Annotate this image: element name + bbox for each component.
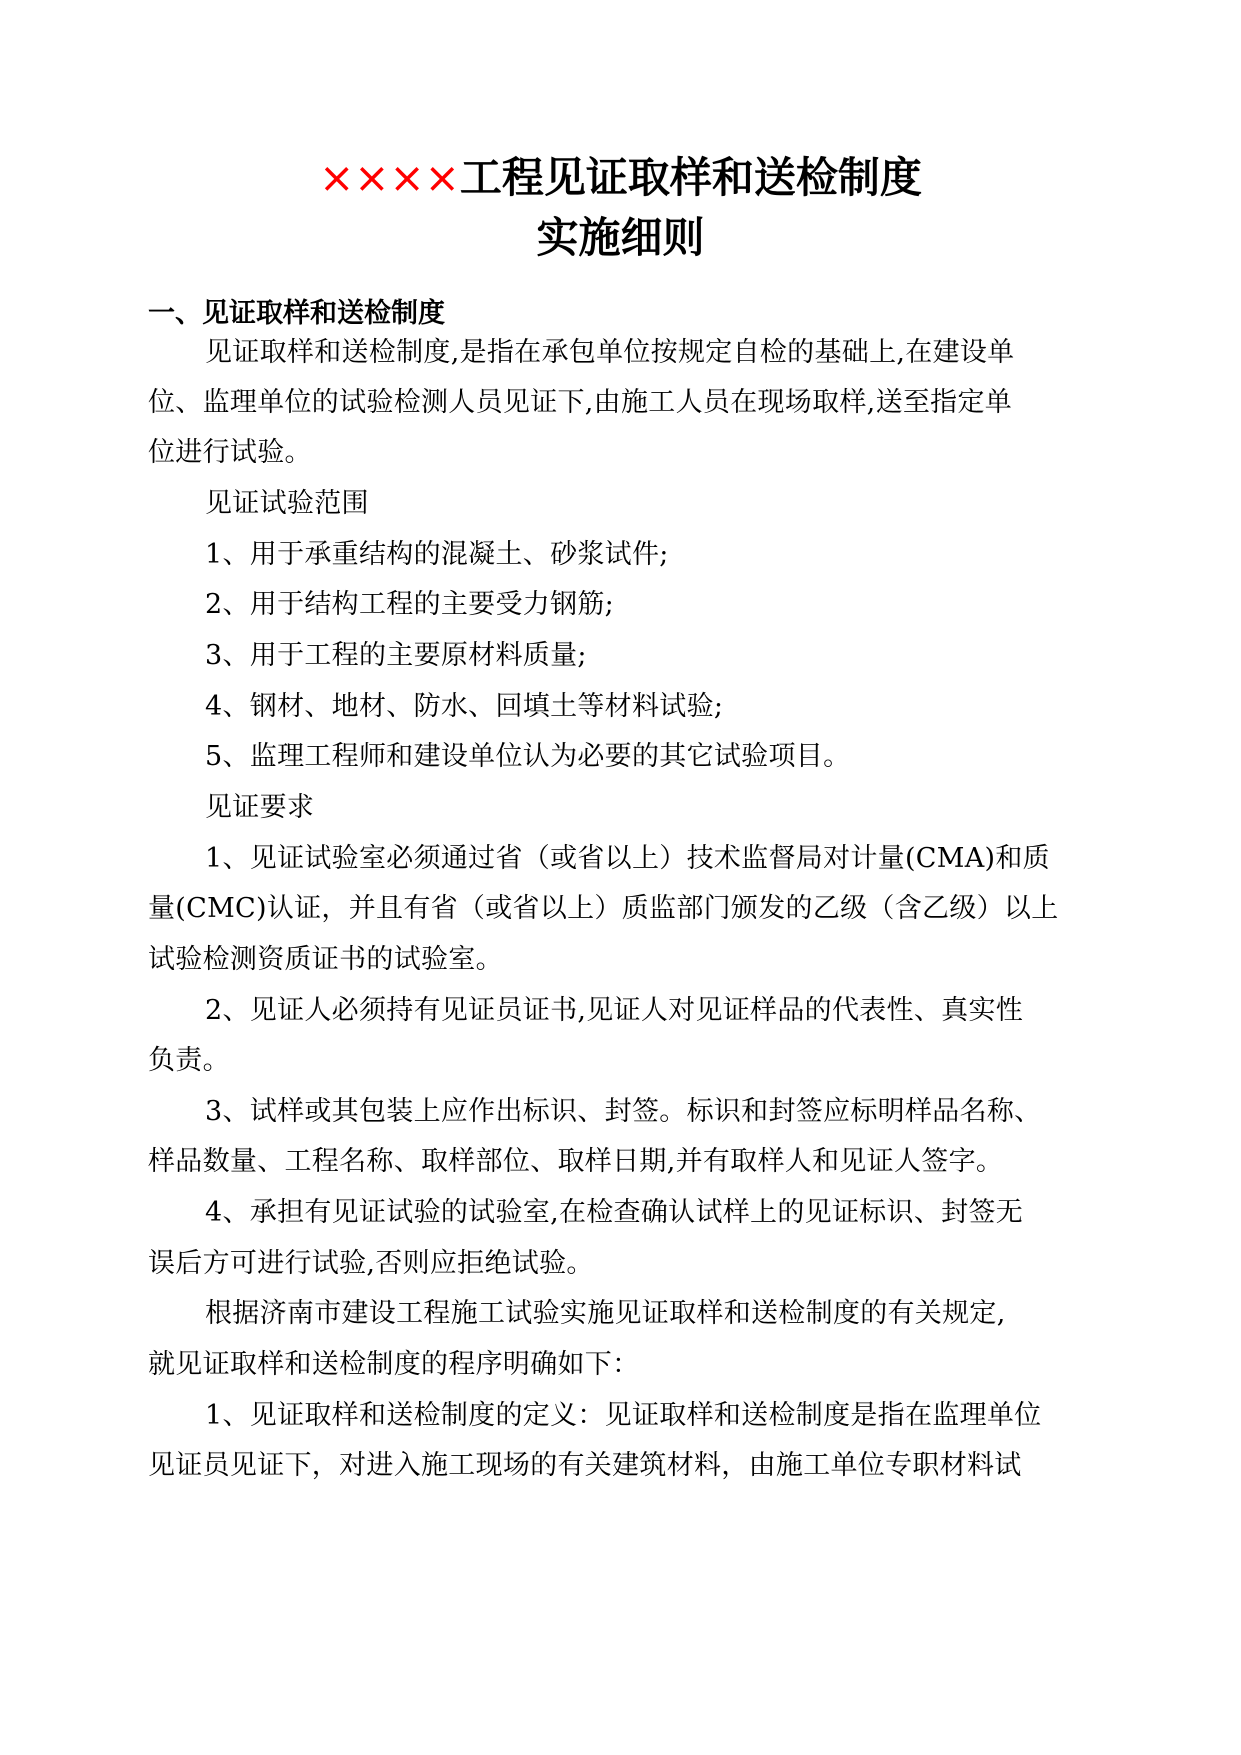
document-subtitle: 实施细则	[536, 213, 705, 262]
list-item: 1、用于承重结构的混凝土、砂浆试件;	[205, 539, 669, 570]
body-line: 见证员见证下，对进入施工现场的有关建筑材料，由施工单位专职材料试	[148, 1450, 1022, 1481]
list-item: 5、监理工程师和建设单位认为必要的其它试验项目。	[205, 741, 851, 772]
title-placeholder-mark: ××××	[319, 153, 460, 202]
body-line: 根据济南市建设工程施工试验实施见证取样和送检制度的有关规定,	[205, 1298, 1006, 1329]
body-line: 4、承担有见证试验的试验室,在检查确认试样上的见证标识、封签无	[205, 1197, 1024, 1228]
list-item: 4、钢材、地材、防水、回填土等材料试验;	[205, 691, 724, 722]
list-item: 2、用于结构工程的主要受力钢筋;	[205, 589, 615, 620]
body-line: 位进行试验。	[148, 437, 312, 468]
body-line: 3、试样或其包装上应作出标识、封签。标识和封签应标明样品名称、	[205, 1096, 1042, 1127]
title-text: 工程见证取样和送检制度	[459, 153, 922, 202]
body-line: 2、见证人必须持有见证员证书,见证人对见证样品的代表性、真实性	[205, 995, 1024, 1026]
body-line: 试验检测资质证书的试验室。	[148, 944, 503, 975]
document-title	[0, 152, 1241, 204]
body-line: 就见证取样和送检制度的程序明确如下：	[148, 1349, 640, 1380]
body-line: 量(CMC)认证，并且有省（或省以上）质监部门颁发的乙级（含乙级）以上	[148, 893, 1059, 924]
section-heading: 一、见证取样和送检制度	[148, 298, 445, 329]
body-line: 见证取样和送检制度,是指在承包单位按规定自检的基础上,在建设单	[205, 337, 1015, 368]
list-item: 3、用于工程的主要原材料质量;	[205, 640, 587, 671]
body-line: 样品数量、工程名称、取样部位、取样日期,并有取样人和见证人签字。	[148, 1146, 1004, 1177]
body-line: 负责。	[148, 1045, 230, 1076]
subsection-label: 见证试验范围	[205, 488, 369, 519]
body-line: 1、见证取样和送检制度的定义：见证取样和送检制度是指在监理单位	[205, 1400, 1042, 1431]
body-line: 误后方可进行试验,否则应拒绝试验。	[148, 1248, 594, 1279]
body-line: 位、监理单位的试验检测人员见证下,由施工人员在现场取样,送至指定单	[148, 387, 1013, 418]
body-line: 1、见证试验室必须通过省（或省以上）技术监督局对计量(CMA)和质	[205, 843, 1050, 874]
subsection-label: 见证要求	[205, 792, 315, 823]
